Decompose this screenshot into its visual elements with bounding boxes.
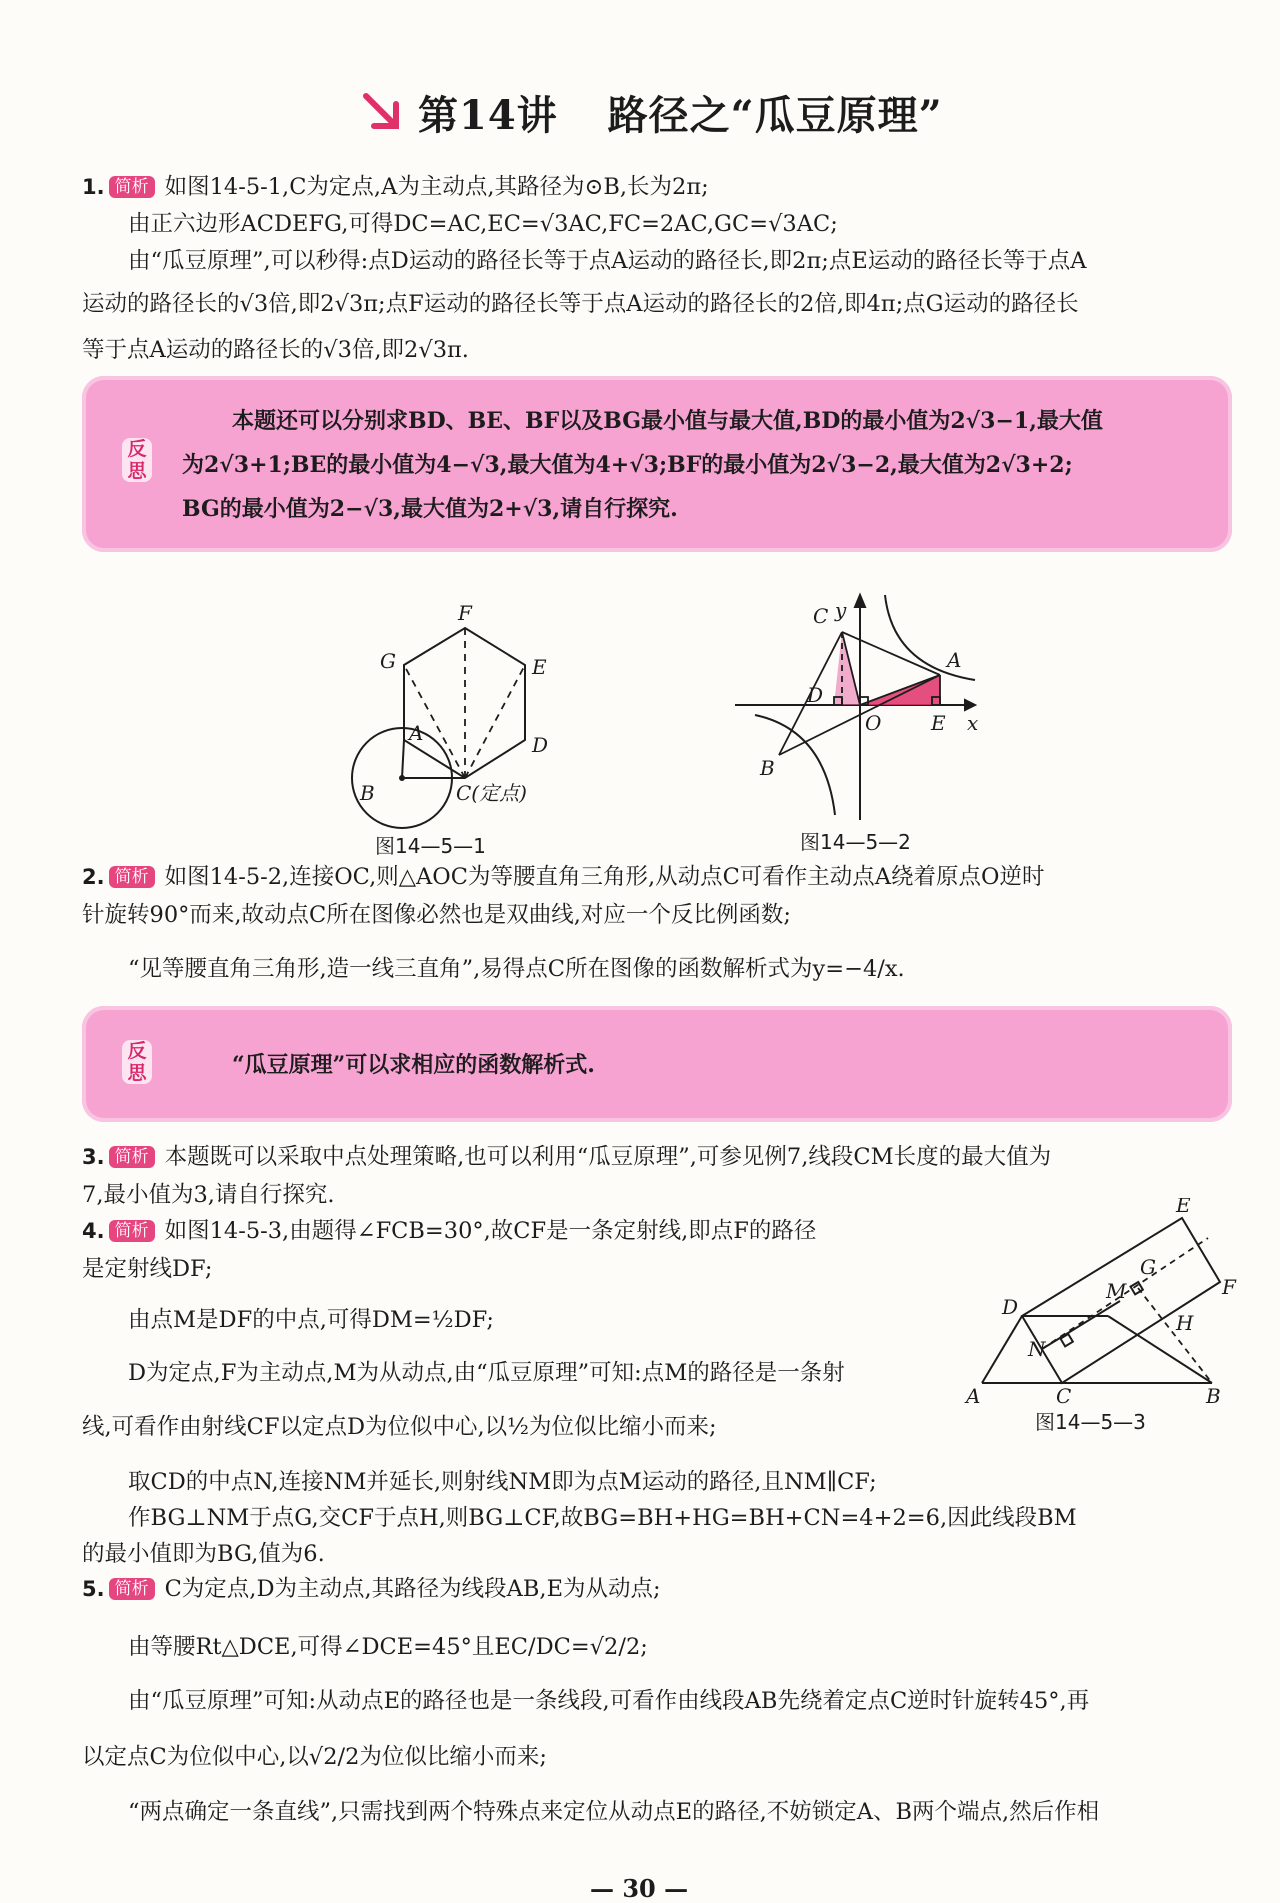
arrow-down-right-icon (360, 90, 404, 134)
figure-caption-2: 图14—5—2 (800, 830, 911, 854)
item-4-line-7: 作BG⊥NM于点G,交CF于点H,则BG⊥CF,故BG=BH+HG=BH+CN=4+2=6,因此线段BM (128, 1505, 1077, 1531)
item-4-line-2: 是定射线DF; (82, 1256, 213, 1282)
item-3-line-1: 3. 简析 本题既可以采取中点处理策略,也可以利用“瓜豆原理”,可参见例7,线段CM长度的最大值为 (82, 1144, 1052, 1170)
label-B: B (360, 781, 375, 805)
lecture-title: 路径之“瓜豆原理” (607, 91, 943, 139)
item-2-line-3: “见等腰直角三角形,造一线三直角”,易得点C所在图像的函数解析式为y=−4/x. (128, 956, 905, 982)
reflection-line-2: 为2√3+1;BE的最小值为4−√3,最大值为4+√3;BF的最小值为2√3−2,最大值为2√3+2; (182, 452, 1073, 478)
item-2-line-2: 针旋转90°而来,故动点C所在图像必然也是双曲线,对应一个反比例函数; (82, 902, 791, 928)
label-G: G (380, 649, 396, 673)
label-F: F (458, 601, 472, 625)
label-G: G (1140, 1255, 1156, 1279)
tag-badge: 简析 (109, 176, 155, 198)
page-number: — 30 — (590, 1874, 689, 1903)
reflection-label: 反 思 (122, 438, 152, 482)
item-number: 2. (82, 865, 105, 889)
item-4-line-8: 的最小值即为BG,值为6. (82, 1541, 325, 1567)
item-4-line-5: 线,可看作由射线CF以定点D为位似中心,以½为位似比缩小而来; (82, 1414, 717, 1440)
label-C: C(定点) (456, 781, 527, 805)
label-E: E (1176, 1198, 1191, 1217)
reflection-box-1 (82, 376, 1232, 552)
label-H: H (1176, 1311, 1194, 1335)
label-B: B (1206, 1384, 1221, 1408)
page-title (360, 82, 943, 142)
item-1-line-1: 1. 简析 如图14-5-1,C为定点,A为主动点,其路径为⊙B,长为2π; (82, 174, 709, 200)
figure-caption-1: 图14—5—1 (375, 834, 486, 858)
reflection-label: 反 思 (122, 1040, 152, 1084)
item-5-line-5: “两点确定一条直线”,只需找到两个特殊点来定位从动点E的路径,不妨锁定A、B两个端点,然后作相 (128, 1799, 1100, 1825)
label-E: E (931, 711, 946, 735)
item-number: 5. (82, 1577, 105, 1601)
item-1-line-2: 由正六边形ACDEFG,可得DC=AC,EC=√3AC,FC=2AC,GC=√3AC; (128, 211, 838, 237)
label-A: A (966, 1384, 981, 1408)
item-4-line-6: 取CD的中点N,连接NM并延长,则射线NM即为点M运动的路径,且NM∥CF; (128, 1469, 877, 1495)
label-y: y (835, 598, 847, 622)
item-3-line-2: 7,最小值为3,请自行探究. (82, 1182, 335, 1208)
item-4-line-4: D为定点,F为主动点,M为从动点,由“瓜豆原理”可知:点M的路径是一条射 (128, 1360, 845, 1386)
label-B: B (760, 756, 775, 780)
label-D: D (532, 733, 549, 757)
label-M: M (1106, 1279, 1127, 1303)
figure-14-5-1 (310, 600, 570, 840)
label-E: E (532, 655, 547, 679)
item-number: 4. (82, 1219, 105, 1243)
item-4-line-3: 由点M是DF的中点,可得DM=½DF; (128, 1307, 495, 1333)
label-F: F (1222, 1275, 1236, 1299)
item-4-line-1: 4. 简析 如图14-5-3,由题得∠FCB=30°,故CF是一条定射线,即点F的路径 (82, 1218, 817, 1244)
item-5-line-4: 以定点C为位似中心,以√2/2为位似比缩小而来; (82, 1744, 547, 1770)
label-C: C (813, 604, 829, 628)
lecture-number: 第14讲 (418, 91, 558, 139)
item-1-line-4: 运动的路径长的√3倍,即2√3π;点F运动的路径长等于点A运动的路径长的2倍,即4π;点G运动的路径长 (82, 291, 1079, 317)
label-N: N (1028, 1337, 1046, 1361)
item-number: 3. (82, 1145, 105, 1169)
label-D: D (807, 683, 824, 707)
tag-badge: 简析 (109, 1146, 155, 1168)
item-1-line-3: 由“瓜豆原理”,可以秒得:点D运动的路径长等于点A运动的路径长,即2π;点E运动的路径长等于点A (128, 248, 1087, 274)
reflection-line-1: 本题还可以分别求BD、BE、BF以及BG最小值与最大值,BD的最小值为2√3−1,最大值 (232, 408, 1103, 434)
item-number: 1. (82, 175, 105, 199)
item-5-line-3: 由“瓜豆原理”可知:从动点E的路径也是一条线段,可看作由线段AB先绕着定点C逆时针旋转45°,再 (128, 1688, 1090, 1714)
tag-badge: 简析 (109, 1578, 155, 1600)
item-5-line-1: 5. 简析 C为定点,D为主动点,其路径为线段AB,E为从动点; (82, 1576, 661, 1602)
figure-caption-3: 图14—5—3 (1035, 1410, 1146, 1434)
label-D: D (1002, 1295, 1019, 1319)
item-1-line-5: 等于点A运动的路径长的√3倍,即2√3π. (82, 337, 469, 363)
label-x: x (967, 711, 979, 735)
label-A: A (409, 721, 424, 745)
tag-badge: 简析 (109, 866, 155, 888)
label-O: O (865, 711, 882, 735)
tag-badge: 简析 (109, 1220, 155, 1242)
label-A: A (947, 648, 962, 672)
item-5-line-2: 由等腰Rt△DCE,可得∠DCE=45°且EC/DC=√2/2; (128, 1634, 648, 1660)
item-2-line-1: 2. 简析 如图14-5-2,连接OC,则△AOC为等腰直角三角形,从动点C可看作主动点A绕着原点O逆时 (82, 864, 1045, 890)
figure-14-5-3 (960, 1198, 1240, 1408)
reflection-line-3: BG的最小值为2−√3,最大值为2+√3,请自行探究. (182, 496, 678, 522)
label-C: C (1056, 1384, 1072, 1408)
figure-14-5-2 (735, 585, 995, 825)
reflection-box-2 (82, 1006, 1232, 1122)
reflection-line: “瓜豆原理”可以求相应的函数解析式. (232, 1052, 595, 1078)
